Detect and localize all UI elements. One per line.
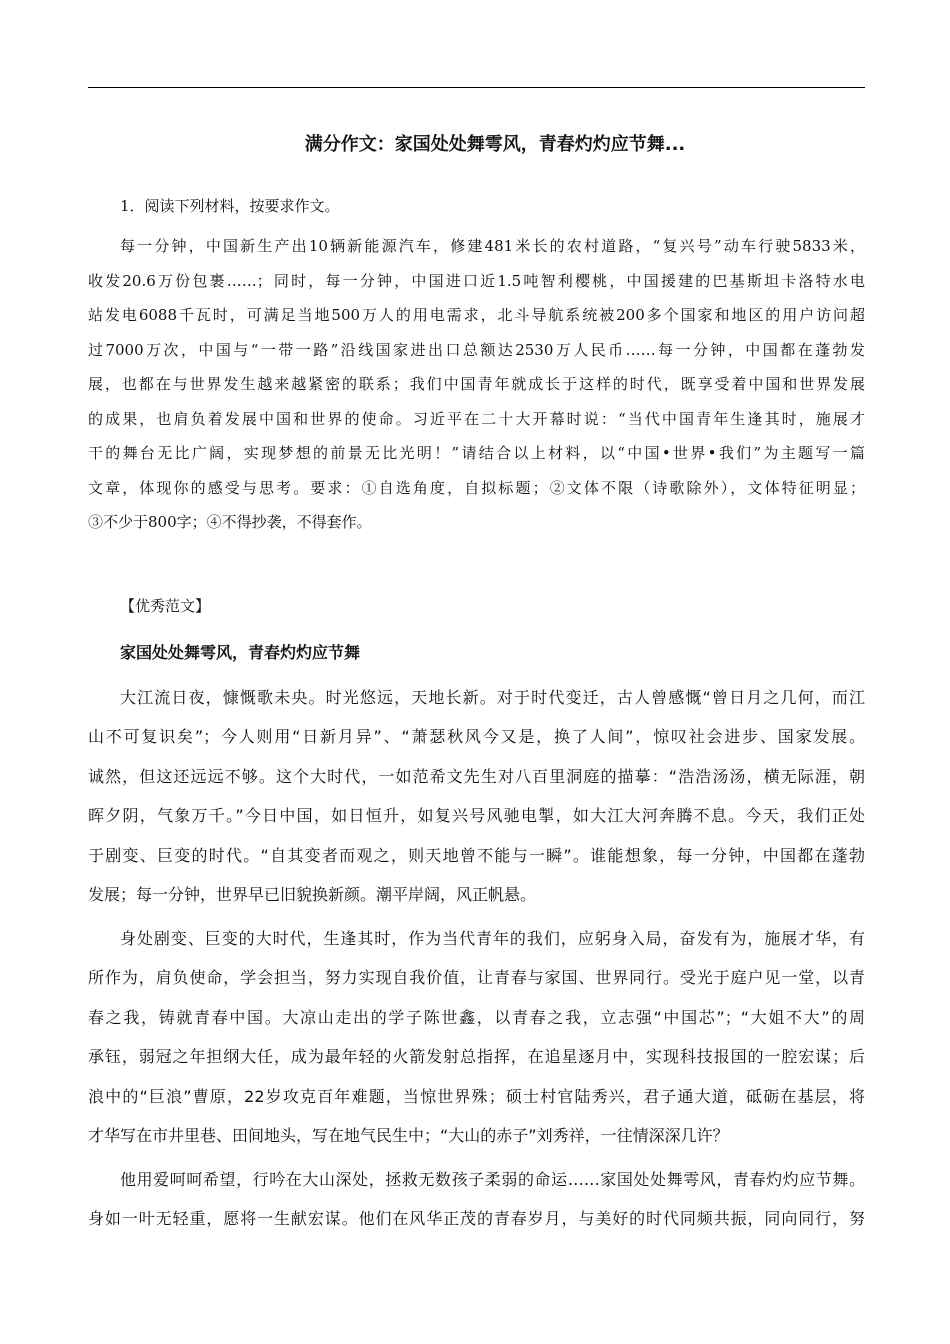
- text-line: 过7000万次，中国与“一带一路”沿线国家进出口总额达2530万人民币……每一分钟，中国都在蓬勃发: [88, 340, 865, 359]
- question-label: 1．阅读下列材料，按要求作文。: [120, 197, 340, 215]
- header-rule: [88, 87, 865, 88]
- text-line: 才华写在市井里巷、田间地头，写在地气民生中；“大山的赤子”刘秀祥，一往情深深几许？: [88, 1126, 729, 1145]
- text-line: 承钰，弱冠之年担纲大任，成为最年轻的火箭发射总指挥，在追星逐月中，实现科技报国的一腔宏谋；后: [88, 1047, 865, 1067]
- text-line: 的成果，也肩负着发展中国和世界的使命。习近平在二十大开幕时说：“当代中国青年生逢其时，施展才: [88, 409, 865, 428]
- text-line: 山不可复识矣”；今人则用“日新月异”、“萧瑟秋风今又是，换了人间”，惊叹社会进步、国家发展。: [88, 727, 865, 747]
- essay-title: 家国处处舞雩风，青春灼灼应节舞: [120, 643, 361, 662]
- text-line: 站发电6088千瓦时，可满足当地500万人的用电需求，北斗导航系统被200多个国家和地区的用户访问超: [88, 306, 865, 324]
- text-line: 干的舞台无比广阔，实现梦想的前景无比光明！”请结合以上材料，以“中国•世界•我们”为主题写一篇: [88, 444, 865, 462]
- text-line: 于剧变、巨变的时代。“自其变者而观之，则天地曾不能与一瞬”。谁能想象，每一分钟，中国都在蓬勃: [88, 845, 865, 865]
- section-label: 【优秀范文】: [120, 597, 211, 615]
- text-line: 收发20.6万份包裹……；同时，每一分钟，中国进口近1.5吨智利樱桃，中国援建的巴基斯坦卡洛特水电: [88, 271, 865, 290]
- text-line: 他用爱呵呵希望，行吟在大山深处，拯救无数孩子柔弱的命运……家国处处舞雩风，青春灼灼应节舞。: [120, 1170, 865, 1189]
- text-line: 身如一叶无轻重，愿将一生献宏谋。他们在风华正茂的青春岁月，与美好的时代同频共振，同向同行，努: [88, 1209, 865, 1229]
- text-line: 大江流日夜，慷慨歌未央。时光悠远，天地长新。对于时代变迁，古人曾感慨“曾日月之几何，而江: [120, 688, 865, 707]
- text-line: 身处剧变、巨变的大时代，生逢其时，作为当代青年的我们，应躬身入局，奋发有为，施展才华，有: [120, 929, 865, 948]
- text-line: 春之我，铸就青春中国。大凉山走出的学子陈世鑫，以青春之我，立志强“中国芯”；“大姐不大”的周: [88, 1007, 865, 1027]
- page-title: 满分作文：家国处处舞雩风，青春灼灼应节舞...: [304, 134, 686, 155]
- text-line: 晖夕阴，气象万千。”今日中国，如日恒升，如复兴号风驰电掣，如大江大河奔腾不息。今天，我们正处: [88, 806, 865, 826]
- text-line: 浪中的“巨浪”曹原，22岁攻克百年难题，当惊世界殊；硕士村官陆秀兴，君子通大道，砥砺在基层，将: [88, 1086, 865, 1106]
- text-line: 所作为，肩负使命，学会担当，努力实现自我价值，让青春与家国、世界同行。受光于庭户见一堂，以青: [88, 968, 865, 988]
- text-line: 发展；每一分钟，世界早已旧貌换新颜。潮平岸阔，风正帆悬。: [88, 885, 537, 904]
- text-line: 展，也都在与世界发生越来越紧密的联系；我们中国青年就成长于这样的时代，既享受着中国和世界发展: [88, 375, 865, 393]
- text-line: 文章，体现你的感受与思考。要求：①自选角度，自拟标题；②文体不限（诗歌除外），文体特征明显；: [88, 478, 865, 497]
- text-line: 每一分钟，中国新生产出10辆新能源汽车，修建481米长的农村道路，“复兴号”动车行驶5833米，: [120, 237, 865, 255]
- text-line: 诚然，但这还远远不够。这个大时代，一如范希文先生对八百里洞庭的描摹：“浩浩汤汤，横无际涯，朝: [88, 766, 865, 786]
- text-line: ③不少于800字；④不得抄袭，不得套作。: [88, 513, 372, 531]
